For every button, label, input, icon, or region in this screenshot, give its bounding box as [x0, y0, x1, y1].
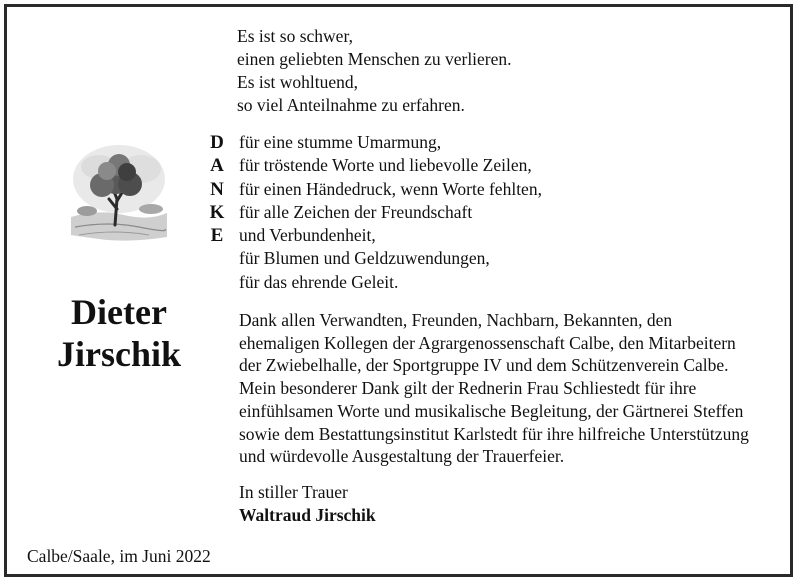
signature: [239, 481, 376, 527]
danke-line: und Verbundenheit,: [239, 225, 376, 246]
poem-line: Es ist wohltuend,: [237, 72, 359, 92]
obituary-frame: [4, 4, 793, 577]
thanks-line: der Zwiebelhalle, der Sportgruppe IV und dem Schützenverein Calbe.: [239, 355, 729, 376]
danke-line: für alle Zeichen der Freundschaft: [239, 201, 473, 222]
thanks-paragraph: [239, 309, 749, 468]
danke-letter: K: [209, 201, 225, 223]
thanks-line: sowie dem Bestattungsinstitut Karlstedt für ihre hilfreiche Unterstützung: [239, 423, 749, 444]
thanks-line: einfühlsamen Worte und musikalische Begleitung, der Gärtnerei Steffen: [239, 400, 744, 421]
danke-line: für eine stumme Umarmung,: [239, 132, 442, 152]
tree-icon: [69, 139, 169, 251]
deceased-last-name: Jirschik: [56, 334, 181, 374]
poem-line: Es ist so schwer,: [237, 26, 353, 46]
deceased-first-name: Dieter: [71, 292, 167, 332]
danke-lines: [239, 131, 542, 294]
poem-line: einen geliebten Menschen zu verlieren.: [237, 49, 512, 69]
thanks-line: Mein besonderer Dank gilt der Rednerin Frau Schliestedt für ihre: [239, 378, 697, 399]
danke-line: für tröstende Worte und liebevolle Zeilen,: [239, 155, 532, 176]
thanks-line: ehemaligen Kollegen der Agrargenossenschaft Calbe, den Mitarbeitern: [239, 332, 736, 353]
danke-line: für einen Händedruck, wenn Worte fehlten,: [239, 178, 542, 199]
signature-closing: In stiller Trauer: [239, 482, 348, 502]
thanks-line: Dank allen Verwandten, Freunden, Nachbarn, Bekannten, den: [239, 310, 673, 330]
danke-line: für Blumen und Geldzuwendungen,: [239, 248, 490, 269]
thanks-line: und würdevolle Ausgestaltung der Trauerfeier.: [239, 446, 565, 467]
signature-name: Waltraud Jirschik: [239, 505, 376, 525]
poem-line: so viel Anteilnahme zu erfahren.: [237, 95, 465, 115]
danke-letter: N: [210, 178, 224, 200]
danke-letter: A: [210, 155, 224, 177]
deceased-name: [25, 291, 213, 375]
danke-letter: E: [210, 225, 224, 247]
danke-line: für das ehrende Geleit.: [239, 271, 399, 292]
poem: [237, 25, 512, 117]
danke-acrostic: [206, 131, 228, 247]
danke-letter: D: [210, 132, 224, 153]
place-date: Calbe/Saale, im Juni 2022: [27, 546, 211, 566]
